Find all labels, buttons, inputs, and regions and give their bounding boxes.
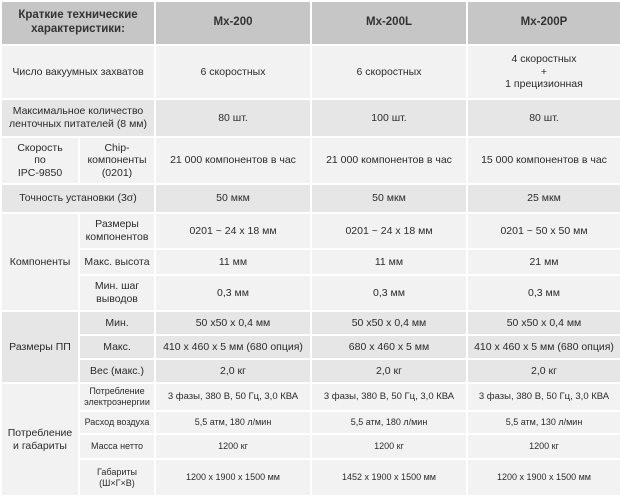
row-label-accuracy: Точность установки (3σ) xyxy=(1,184,155,213)
table-cell: 3 фазы, 380 В, 50 Гц, 3,0 КВА xyxy=(311,383,467,411)
table-cell: 50 мкм xyxy=(155,184,311,213)
model-header-mx-200: Mx-200 xyxy=(155,1,311,45)
table-cell: 2,0 кг xyxy=(311,359,467,383)
table-row xyxy=(1,359,620,383)
model-header-mx-200l: Mx-200L xyxy=(311,1,467,45)
table-cell: 0,3 мм xyxy=(311,275,467,311)
table-row xyxy=(1,249,620,275)
row-sublabel: Вес (макс.) xyxy=(79,359,155,383)
row-sublabel: Потребление электроэнергии xyxy=(79,383,155,411)
table-cell: 21 000 компонентов в час xyxy=(311,137,467,184)
table-cell: 0201 ~ 50 x 50 мм xyxy=(467,213,620,249)
table-row xyxy=(1,411,620,434)
corner-header: Краткие технические характеристики: xyxy=(1,1,155,45)
row-group-pcb: Размеры ПП xyxy=(1,311,79,383)
row-sublabel-chip: Chip- компоненты (0201) xyxy=(79,137,155,184)
table-cell: 21 мм xyxy=(467,249,620,275)
table-cell: 0,3 мм xyxy=(467,275,620,311)
table-cell: 80 шт. xyxy=(155,99,311,137)
table-row xyxy=(1,137,620,184)
row-sublabel: Масса нетто xyxy=(79,434,155,459)
table-row xyxy=(1,383,620,411)
table-row xyxy=(1,335,620,359)
table-cell: 5,5 атм, 180 л/мин xyxy=(311,411,467,434)
table-row xyxy=(1,275,620,311)
row-sublabel: Расход воздуха xyxy=(79,411,155,434)
header-row xyxy=(1,1,620,45)
table-cell: 50 мкм xyxy=(311,184,467,213)
table-cell: 3 фазы, 380 В, 50 Гц, 3,0 КВА xyxy=(467,383,620,411)
row-sublabel: Мин. шаг выводов xyxy=(79,275,155,311)
table-cell: 6 скоростных xyxy=(155,45,311,99)
table-cell: 1200 x 1900 x 1500 мм xyxy=(155,459,311,496)
table-cell: 1452 x 1900 x 1500 мм xyxy=(311,459,467,496)
table-cell: 5,5 атм, 130 л/мин xyxy=(467,411,620,434)
row-group-power: Потребление и габариты xyxy=(1,383,79,496)
row-sublabel: Мин. xyxy=(79,311,155,335)
table-cell: 3 фазы, 380 В, 50 Гц, 3,0 КВА xyxy=(155,383,311,411)
table-cell: 11 мм xyxy=(155,249,311,275)
table-cell: 6 скоростных xyxy=(311,45,467,99)
table-cell: 2,0 кг xyxy=(467,359,620,383)
table-cell: 0,3 мм xyxy=(155,275,311,311)
table-cell: 2,0 кг xyxy=(155,359,311,383)
table-row xyxy=(1,213,620,249)
table-cell: 50 x50 x 0,4 мм xyxy=(155,311,311,335)
table-row xyxy=(1,434,620,459)
table-cell: 1200 x 1900 x 1500 мм xyxy=(467,459,620,496)
row-label-feeders: Максимальное количество ленточных питателей (8 мм) xyxy=(1,99,155,137)
table-cell: 100 шт. xyxy=(311,99,467,137)
table-row xyxy=(1,99,620,137)
table-cell: 50 x50 x 0,4 мм xyxy=(467,311,620,335)
table-row xyxy=(1,311,620,335)
table-cell: 1200 кг xyxy=(155,434,311,459)
row-label-speed: Скорость по IPC-9850 xyxy=(1,137,79,184)
table-cell: 21 000 компонентов в час xyxy=(155,137,311,184)
table-cell: 11 мм xyxy=(311,249,467,275)
table-cell: 680 x 460 x 5 мм xyxy=(311,335,467,359)
table-cell: 410 x 460 x 5 мм (680 опция) xyxy=(467,335,620,359)
table-cell: 5,5 атм, 180 л/мин xyxy=(155,411,311,434)
table-cell: 1200 кг xyxy=(311,434,467,459)
row-sublabel: Макс. xyxy=(79,335,155,359)
table-cell: 50 x50 x 0,4 мм xyxy=(311,311,467,335)
table-row xyxy=(1,45,620,99)
table-row xyxy=(1,184,620,213)
row-group-components: Компоненты xyxy=(1,213,79,311)
table-cell: 4 скоростных + 1 прецизионная xyxy=(467,45,620,99)
table-row xyxy=(1,459,620,496)
row-sublabel: Габариты (Ш×Г×В) xyxy=(79,459,155,496)
table-cell: 0201 ~ 24 x 18 мм xyxy=(311,213,467,249)
row-label-heads: Число вакуумных захватов xyxy=(1,45,155,99)
row-sublabel: Макс. высота xyxy=(79,249,155,275)
model-header-mx-200p: Mx-200P xyxy=(467,1,620,45)
table-cell: 410 x 460 x 5 мм (680 опция) xyxy=(155,335,311,359)
row-sublabel: Размеры компонентов xyxy=(79,213,155,249)
table-cell: 15 000 компонентов в час xyxy=(467,137,620,184)
table-cell: 0201 ~ 24 x 18 мм xyxy=(155,213,311,249)
table-cell: 25 мкм xyxy=(467,184,620,213)
table-cell: 1200 кг xyxy=(467,434,620,459)
table-cell: 80 шт. xyxy=(467,99,620,137)
